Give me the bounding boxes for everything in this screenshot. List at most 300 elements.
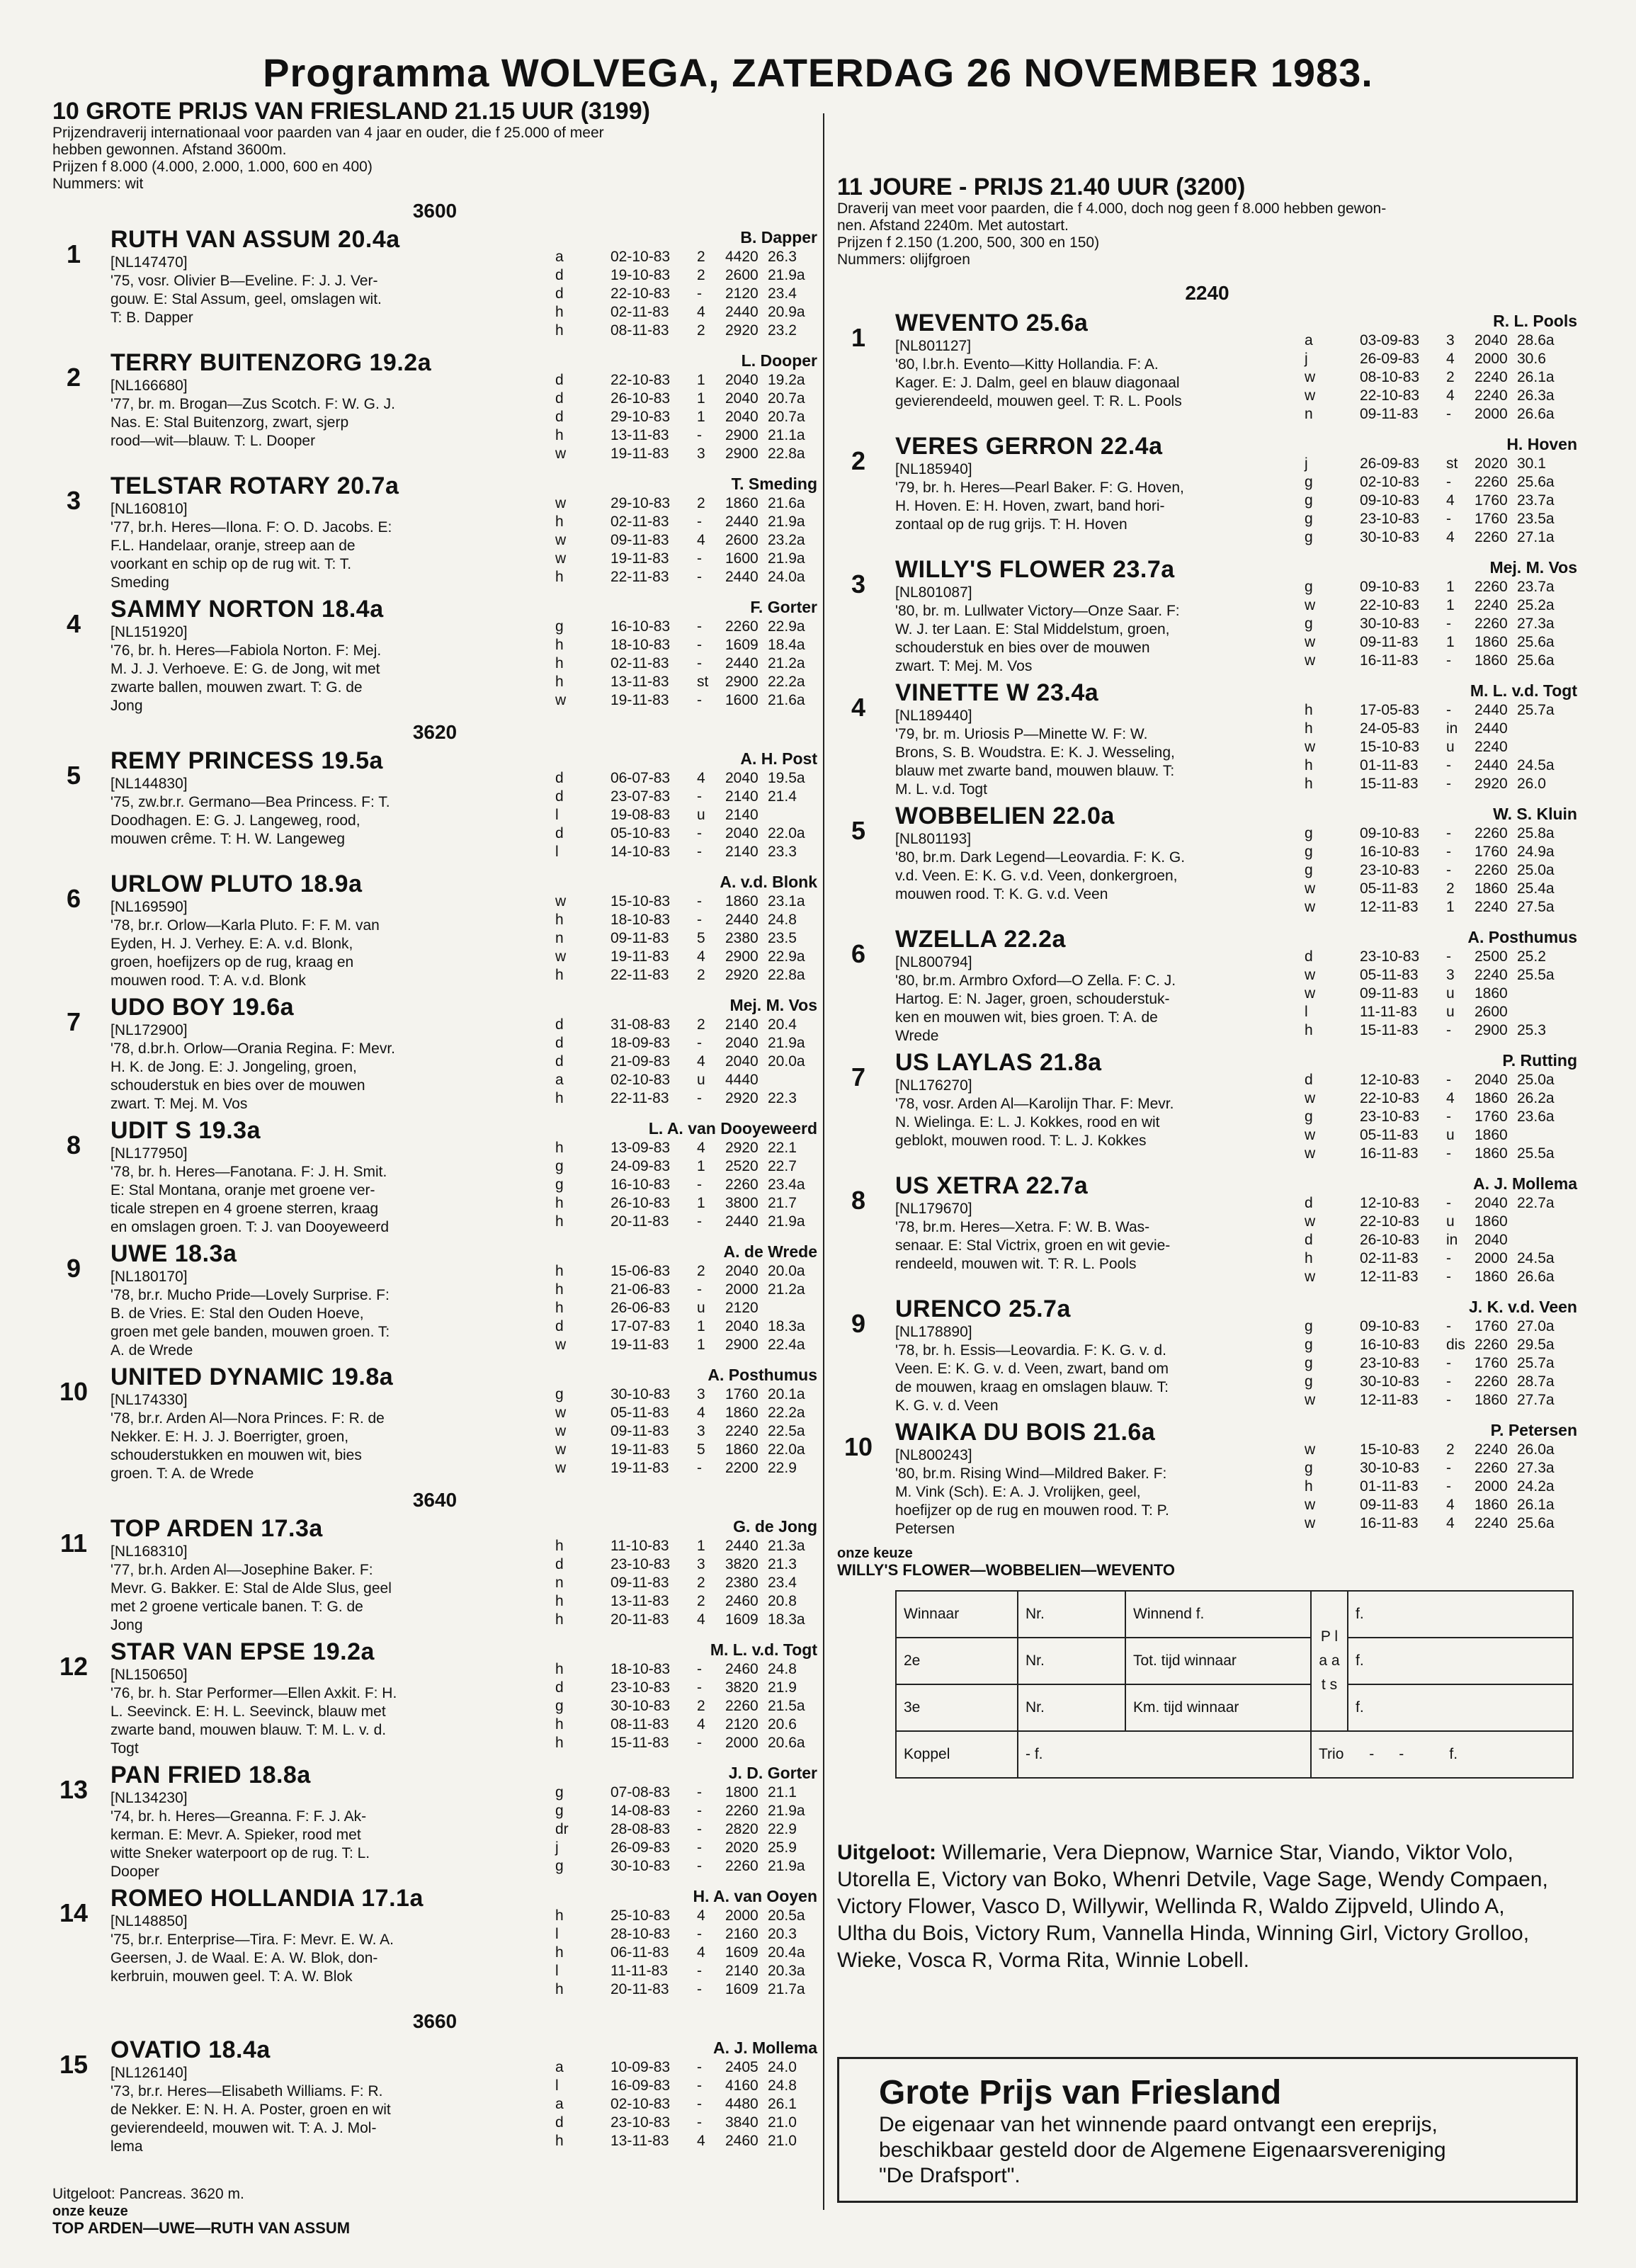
record-time: 20.1a [768, 1386, 805, 1402]
horse-description [895, 972, 1292, 1045]
info-box [837, 2057, 1578, 2203]
record-placing: 4 [697, 1140, 705, 1156]
record-placing: 3 [697, 1386, 705, 1402]
record-distance: 3820 [725, 1556, 759, 1572]
record-time: 26.1a [1517, 1497, 1555, 1513]
record-row [555, 654, 817, 673]
record-time: 29.5a [1517, 1337, 1555, 1353]
record-track: w [555, 550, 567, 567]
record-placing: u [697, 1072, 705, 1088]
record-placing: 2 [697, 495, 705, 511]
record-date: 05-11-83 [1360, 1127, 1419, 1143]
record-date: 09-11-83 [610, 1423, 669, 1439]
horse-entry [837, 802, 1577, 925]
race-records [555, 1139, 817, 1231]
record-placing: 1 [697, 372, 705, 388]
record-row [555, 531, 817, 550]
horse-description [110, 518, 535, 592]
record-track: h [555, 427, 564, 443]
description-line: '79, br. h. Heres—Pearl Baker. F: G. Hoven, [895, 480, 1184, 496]
record-placing: 4 [1446, 1090, 1455, 1106]
driver-name: A. Posthumus [1467, 928, 1577, 946]
record-row [555, 2114, 817, 2132]
record-date: 12-11-83 [1360, 899, 1419, 915]
description-line: kerman. E: Mevr. A. Spieker, rood met [110, 1827, 361, 1843]
record-distance: 2920 [725, 322, 759, 339]
record-time: 23.7a [1517, 492, 1555, 509]
record-date: 20-11-83 [610, 1981, 669, 1997]
description-line: A. de Wrede [110, 1342, 193, 1359]
record-time: 25.5a [1517, 1145, 1555, 1162]
horse-name: US LAYLAS 21.8a [895, 1049, 1102, 1076]
horse-description [110, 642, 535, 715]
record-time: 25.0a [1517, 1072, 1555, 1088]
record-distance: 2040 [1475, 1232, 1508, 1248]
record-distance: 2200 [725, 1460, 759, 1476]
result-grid [895, 1590, 1574, 1779]
record-placing: st [697, 674, 709, 690]
record-distance: 2900 [725, 1337, 759, 1353]
description-line: kerbruin, mouwen geel. T: A. W. Blok [110, 1968, 353, 1985]
driver-name: A. Posthumus [708, 1366, 817, 1384]
driver-name: L. A. van Dooyeweerd [648, 1119, 817, 1138]
record-distance: 2040 [725, 409, 759, 425]
record-placing: - [697, 1679, 702, 1696]
record-distance: 2260 [1475, 529, 1508, 545]
description-line: geblokt, mouwen rood. T: L. J. Kokkes [895, 1133, 1147, 1149]
record-date: 23-10-83 [610, 2114, 671, 2131]
record-row [555, 636, 817, 654]
record-time: 24.0 [768, 2059, 797, 2075]
record-track: d [555, 788, 564, 805]
record-track: w [1305, 1145, 1316, 1162]
description-line: mouwen rood. T: K. G. v.d. Veen [895, 886, 1108, 902]
record-track: h [555, 1538, 564, 1554]
record-row [1305, 1459, 1577, 1478]
record-date: 16-10-83 [610, 1176, 671, 1193]
record-distance: 2440 [725, 1213, 759, 1230]
info-box-line: beschikbaar gesteld door de Algemene Eigenaarsvereniging [879, 2138, 1446, 2162]
description-line: '80, br.m. Dark Legend—Leovardia. F: K. G. [895, 849, 1186, 866]
record-time: 22.9a [768, 618, 805, 635]
record-row [1305, 966, 1577, 985]
record-date: 15-11-83 [1360, 1022, 1419, 1038]
record-track: l [555, 807, 559, 823]
record-date: 09-10-83 [1360, 579, 1420, 595]
race-records [1305, 948, 1577, 1040]
record-time: 26.3a [1517, 387, 1555, 404]
record-row [555, 1962, 817, 1980]
grid-nr-3: Nr. [1018, 1684, 1125, 1731]
record-time: 21.9a [768, 1803, 805, 1819]
record-date: 15-06-83 [610, 1263, 671, 1279]
record-row [1305, 1003, 1577, 1021]
description-line: gouw. E: Stal Assum, geel, omslagen wit. [110, 291, 382, 307]
record-placing: - [697, 1926, 702, 1942]
record-date: 29-10-83 [610, 409, 671, 425]
record-placing: 4 [697, 1053, 705, 1070]
horse-entry [52, 747, 817, 870]
record-track: j [1305, 455, 1308, 472]
record-distance: 2160 [725, 1926, 759, 1942]
record-time: 22.4a [768, 1337, 805, 1353]
race-records [555, 618, 817, 710]
record-distance: 4160 [725, 2077, 759, 2094]
record-time: 23.3 [768, 844, 797, 860]
record-distance: 2900 [725, 948, 759, 965]
record-row [555, 445, 817, 463]
record-row [555, 1802, 817, 1820]
record-track: h [1305, 702, 1313, 718]
record-track: h [555, 1263, 564, 1279]
record-track: h [1305, 1250, 1313, 1266]
record-date: 26-10-83 [610, 1195, 671, 1211]
record-date: 28-10-83 [610, 1926, 671, 1942]
description-line: Togt [110, 1740, 139, 1757]
record-track: h [555, 569, 564, 585]
record-row [1305, 633, 1577, 652]
record-row [555, 929, 817, 948]
record-time: 21.9a [768, 550, 805, 567]
record-row [555, 1784, 817, 1802]
record-row [1305, 1089, 1577, 1108]
record-date: 13-11-83 [610, 427, 669, 443]
record-distance: 2260 [1475, 825, 1508, 841]
record-distance: 2120 [725, 285, 759, 302]
horse-description [110, 1684, 535, 1758]
record-distance: 2900 [725, 674, 759, 690]
record-distance: 2000 [1475, 1478, 1508, 1495]
record-time: 22.9 [768, 1821, 797, 1837]
record-distance: 2120 [725, 1300, 759, 1316]
record-distance: 4420 [725, 249, 759, 265]
record-date: 18-10-83 [610, 637, 671, 653]
horse-name: WZELLA 22.2a [895, 926, 1066, 953]
record-track: d [555, 1318, 564, 1334]
grid-koppel: Koppel [896, 1731, 1018, 1778]
record-track: h [1305, 720, 1313, 737]
record-distance: 2380 [725, 930, 759, 946]
record-time: 23.2a [768, 532, 805, 548]
record-distance: 2240 [1475, 369, 1508, 385]
record-date: 18-10-83 [610, 912, 671, 928]
record-track: d [1305, 1072, 1313, 1088]
record-track: w [1305, 739, 1316, 755]
race-records [555, 371, 817, 463]
grid-f-3: f. [1348, 1684, 1573, 1731]
race-records [1305, 331, 1577, 424]
record-date: 14-10-83 [610, 844, 671, 860]
record-time: 27.5a [1517, 899, 1555, 915]
record-track: h [1305, 776, 1313, 792]
record-date: 20-11-83 [610, 1213, 669, 1230]
record-track: g [1305, 529, 1313, 545]
description-line: H. Hoven. E: H. Hoven, zwart, band hori- [895, 498, 1165, 514]
record-distance: 1860 [1475, 1269, 1508, 1285]
record-date: 22-10-83 [1360, 387, 1420, 404]
record-date: 12-10-83 [1360, 1195, 1420, 1211]
record-row [1305, 510, 1577, 528]
record-time: 18.4a [768, 637, 805, 653]
record-date: 16-10-83 [1360, 844, 1420, 860]
horse-description [110, 793, 535, 849]
record-track: d [555, 1035, 564, 1051]
record-date: 16-11-83 [1360, 1515, 1419, 1531]
record-date: 13-11-83 [610, 674, 669, 690]
race-records [555, 1784, 817, 1876]
race-records [1305, 824, 1577, 917]
record-placing: u [1446, 985, 1455, 1002]
record-placing: 3 [1446, 967, 1455, 983]
grid-nr-1: Nr. [1018, 1591, 1125, 1638]
horse-name: REMY PRINCESS 19.5a [110, 747, 383, 774]
record-placing: u [1446, 739, 1455, 755]
record-time: 30.6 [1517, 351, 1546, 367]
record-track: h [555, 1611, 564, 1628]
record-distance: 1760 [725, 1386, 759, 1402]
record-date: 30-10-83 [1360, 1373, 1420, 1390]
distance-header: 3600 [412, 200, 458, 222]
record-track: d [555, 372, 564, 388]
column-divider [823, 113, 824, 2210]
record-date: 08-10-83 [1360, 369, 1420, 385]
record-time: 21.1 [768, 1784, 797, 1801]
record-distance: 3840 [725, 2114, 759, 2131]
entry-number: 2 [851, 446, 866, 475]
horse-entry [837, 925, 1577, 1048]
grid-trio [1311, 1731, 1573, 1778]
record-placing: 2 [697, 1575, 705, 1591]
record-distance: 2040 [1475, 332, 1508, 348]
driver-name: A. J. Mollema [713, 2039, 817, 2057]
horse-entry [837, 1172, 1577, 1295]
record-time: 25.6a [1517, 1515, 1555, 1531]
record-placing: u [697, 807, 705, 823]
horse-registration: [NL144830] [110, 776, 188, 792]
horse-registration: [NL134230] [110, 1790, 188, 1806]
record-distance: 2000 [725, 1907, 759, 1924]
description-line: nen. Afstand 2240m. Met autostart. [837, 217, 1069, 234]
description-line: Jong [110, 698, 143, 714]
horse-name: US XETRA 22.7a [895, 1172, 1089, 1199]
record-distance: 2000 [1475, 1250, 1508, 1266]
record-row [1305, 861, 1577, 880]
description-line: '80, br.m. Armbro Oxford—O Zella. F: C. J. [895, 973, 1176, 989]
record-placing: 4 [697, 948, 705, 965]
record-placing: - [1446, 474, 1451, 490]
record-row [555, 568, 817, 586]
record-track: g [555, 1386, 564, 1402]
horse-entry [837, 1295, 1577, 1418]
record-row [555, 550, 817, 568]
horse-name: UWE 18.3a [110, 1240, 237, 1267]
record-distance: 2040 [725, 1035, 759, 1051]
record-track: l [555, 1963, 559, 1979]
record-distance: 2260 [1475, 1373, 1508, 1390]
record-placing: 4 [697, 1944, 705, 1961]
record-time: 22.9a [768, 948, 805, 965]
record-track: g [1305, 1460, 1313, 1476]
horse-registration: [NL150650] [110, 1667, 188, 1683]
record-date: 23-10-83 [610, 1679, 671, 1696]
record-row [555, 948, 817, 966]
description-line: M. J. J. Verhoeve. E: G. de Jong, wit met [110, 661, 380, 677]
record-distance: 2260 [725, 618, 759, 635]
record-distance: 2460 [725, 1661, 759, 1677]
record-row [555, 1422, 817, 1441]
record-track: h [555, 1090, 564, 1106]
record-distance: 2900 [725, 427, 759, 443]
record-row [1305, 1249, 1577, 1268]
driver-name: Mej. M. Vos [1489, 558, 1577, 577]
description-line: groen, hoefijzers op de rug, kraag en [110, 954, 354, 970]
record-time: 20.0a [768, 1053, 805, 1070]
record-track: d [1305, 948, 1313, 965]
horse-name: PAN FRIED 18.8a [110, 1762, 311, 1788]
record-row [555, 1299, 817, 1317]
record-row [1305, 1373, 1577, 1391]
record-track: w [1305, 1127, 1316, 1143]
horse-description [895, 602, 1292, 676]
record-date: 24-09-83 [610, 1158, 671, 1174]
record-distance: 1860 [1475, 1127, 1508, 1143]
record-placing: 3 [697, 446, 705, 462]
grid-plaats: P l a a t s [1311, 1591, 1348, 1731]
record-row [555, 1660, 817, 1679]
description-line: Prijzen f 8.000 (4.000, 2.000, 1.000, 600 en 400) [52, 159, 373, 175]
record-time: 25.6a [1517, 652, 1555, 669]
record-row [1305, 1317, 1577, 1336]
record-distance: 2140 [725, 807, 759, 823]
horse-name: VERES GERRON 22.4a [895, 433, 1163, 460]
record-distance: 2000 [725, 1735, 759, 1751]
record-track: w [1305, 1090, 1316, 1106]
record-row [1305, 350, 1577, 368]
record-time: 25.4a [1517, 880, 1555, 897]
description-line: '80, br.m. Rising Wind—Mildred Baker. F: [895, 1465, 1167, 1482]
record-placing: 1 [697, 1337, 705, 1353]
record-placing: - [697, 655, 702, 671]
description-line: Kager. E: J. Dalm, geel en blauw diagonaal [895, 375, 1180, 391]
record-row [1305, 1514, 1577, 1533]
record-time: 22.2a [768, 674, 805, 690]
record-placing: u [1446, 1127, 1455, 1143]
info-box-text [879, 2112, 1446, 2189]
record-distance: 2000 [1475, 406, 1508, 422]
record-distance: 2140 [725, 1016, 759, 1033]
distance-header: 3660 [412, 2010, 458, 2032]
record-time: 21.4 [768, 788, 797, 805]
entry-number: 3 [66, 486, 81, 515]
record-row [555, 303, 817, 322]
record-track: h [555, 1281, 564, 1298]
horse-name: WEVENTO 25.6a [895, 310, 1089, 336]
record-date: 02-10-83 [610, 249, 671, 265]
record-track: g [555, 1176, 564, 1193]
record-track: w [1305, 652, 1316, 669]
record-placing: - [697, 844, 702, 860]
record-date: 22-10-83 [1360, 597, 1420, 613]
grid-nr-2: Nr. [1018, 1638, 1125, 1684]
record-placing: 1 [697, 1538, 705, 1554]
description-line: Draverij van meet voor paarden, die f 4.000, doch nog geen f 8.000 hebben gewon- [837, 200, 1387, 217]
record-track: w [1305, 1392, 1316, 1408]
record-row [1305, 1268, 1577, 1286]
record-distance: 2600 [725, 532, 759, 548]
record-placing: - [697, 569, 702, 585]
record-row [555, 1053, 817, 1071]
record-distance: 2040 [725, 770, 759, 786]
record-time: 23.4 [768, 1575, 797, 1591]
record-track: g [1305, 1337, 1313, 1353]
record-distance: 2260 [1475, 1337, 1508, 1353]
driver-name: H. A. van Ooyen [693, 1887, 817, 1905]
record-placing: 4 [1446, 387, 1455, 404]
race-records [555, 248, 817, 340]
record-track: d [555, 2114, 564, 2131]
record-placing: - [1446, 406, 1451, 422]
driver-name: G. de Jong [733, 1517, 817, 1536]
record-row [555, 248, 817, 266]
grid-2e: 2e [896, 1638, 1018, 1684]
race-11-distance: 2240 [1185, 282, 1229, 304]
horse-registration: [NL800794] [895, 954, 972, 970]
race-records [555, 1907, 817, 1999]
record-distance: 2040 [725, 1263, 759, 1279]
horse-description [110, 2082, 535, 2156]
driver-name: W. S. Kluin [1493, 805, 1577, 823]
record-track: g [555, 1858, 564, 1874]
record-date: 30-10-83 [1360, 1460, 1420, 1476]
record-row [555, 618, 817, 636]
record-track: h [555, 322, 564, 339]
record-track: w [1305, 1515, 1316, 1531]
record-placing: 2 [697, 322, 705, 339]
record-row [1305, 578, 1577, 596]
record-distance: 2440 [725, 912, 759, 928]
record-track: w [1305, 880, 1316, 897]
record-placing: 5 [697, 930, 705, 946]
record-distance: 1609 [725, 637, 759, 653]
record-time: 21.9a [768, 1858, 805, 1874]
record-distance: 1860 [725, 893, 759, 909]
record-row [555, 788, 817, 806]
record-time: 21.2a [768, 1281, 805, 1298]
race-10-keuze: TOP ARDEN—UWE—RUTH VAN ASSUM [52, 2219, 351, 2237]
record-track: w [555, 1405, 567, 1421]
record-placing: 1 [1446, 899, 1455, 915]
record-placing: 1 [697, 390, 705, 407]
horse-description [110, 1808, 535, 1881]
horse-description [895, 1465, 1292, 1538]
horse-name: TELSTAR ROTARY 20.7a [110, 472, 399, 499]
record-track: w [1305, 369, 1316, 385]
horse-registration: [NL801127] [895, 338, 972, 354]
record-time: 22.0a [768, 1441, 805, 1458]
record-date: 16-10-83 [610, 618, 671, 635]
record-time: 20.4a [768, 1944, 805, 1961]
record-distance: 2460 [725, 1593, 759, 1609]
horse-entry [837, 309, 1577, 432]
record-track: w [555, 1441, 567, 1458]
record-placing: dis [1446, 1337, 1465, 1353]
record-track: a [555, 249, 564, 265]
record-date: 20-11-83 [610, 1611, 669, 1628]
record-time: 25.3 [1517, 1022, 1546, 1038]
horse-name: RUTH VAN ASSUM 20.4a [110, 226, 400, 253]
record-row [555, 1679, 817, 1697]
horse-entry [52, 1638, 817, 1761]
